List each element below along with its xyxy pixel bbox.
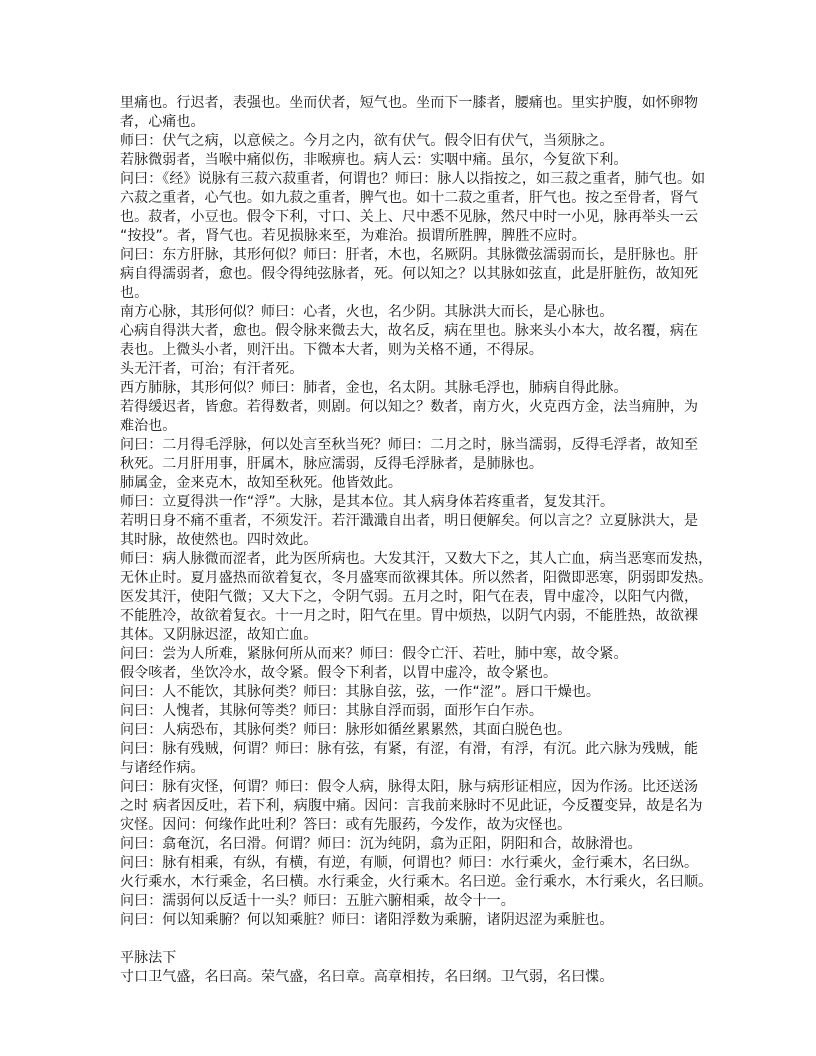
paragraph xyxy=(120,151,704,170)
paragraph xyxy=(120,740,704,778)
paragraph xyxy=(120,854,713,892)
paragraph xyxy=(120,968,704,987)
paragraph xyxy=(120,94,704,132)
text-line: “按投”。者，肾气也。若见损脉来至，为难治。损谓所胜脾，脾胜不应时。 xyxy=(120,228,586,244)
paragraph xyxy=(120,645,704,664)
text-line: 问曰：人愧者，其脉何等类？师曰：其脉自浮而弱，面形乍白乍赤。 xyxy=(120,703,543,719)
paragraph xyxy=(120,778,704,835)
text-line: 头无汗者，可治；有汗者死。 xyxy=(120,361,304,377)
text-line: 医发其汗，使阳气微；又大下之，令阴气弱。五月之时，阳气在表，胃中虚冷，以阳气内微， xyxy=(120,589,699,605)
paragraph xyxy=(120,702,704,721)
text-line: 问曰：尝为人所难，紧脉何所从而来？师曰：假令亡汗、若吐，肺中寒，故令紧。 xyxy=(120,646,628,662)
text-line: 里痛也。行迟者，表强也。坐而伏者，短气也。坐而下一膝者，腰痛也。里实护腹，如怀卵物 xyxy=(120,95,699,111)
text-line: 之时 病者因反吐，若下利，病腹中痛。因问：言我前来脉时不见此证，今反覆变异，故是名为 xyxy=(120,798,703,814)
paragraph xyxy=(120,835,704,854)
section-paragraph-list xyxy=(120,968,704,987)
text-line: 问曰：脉有灾怪，何谓？师曰：假令人病，脉得太阳，脉与病形证相应，因为作汤。比还送汤 xyxy=(120,779,699,795)
document-body xyxy=(120,94,713,987)
text-line: 病自得濡弱者，愈也。假令得纯弦脉者，死。何以知之？以其脉如弦直，此是肝脏伤，故知死 xyxy=(120,266,699,282)
text-line: 问曰：人病恐布，其脉何类？师曰：脉形如循丝累累然，其面白脱色也。 xyxy=(120,722,572,738)
text-line: 西方肺脉，其形何似？师曰：肺者，金也，名太阴。其脉毛浮也，肺病自得此脉。 xyxy=(120,380,628,396)
text-line: 心病自得洪大者，愈也。假令脉来微去大，故名反，病在里也。脉来头小本大，故名覆，病在 xyxy=(120,323,699,339)
text-line: 无休止时。夏月盛热而欲着复衣，冬月盛寒而欲裸其体。所以然者，阳微即恶寒，阴弱即发热。 xyxy=(120,570,713,586)
paragraph xyxy=(120,398,704,436)
text-line: 问曰：二月得毛浮脉，何以处言至秋当死？师曰：二月之时，脉当濡弱，反得毛浮者，故知至 xyxy=(120,437,699,453)
text-line: 灾怪。因问：何缘作此吐利？答曰：或有先服药，今发作，故为灾怪也。 xyxy=(120,817,572,833)
paragraph xyxy=(120,493,704,512)
paragraph xyxy=(120,892,704,911)
text-line: 问曰：何以知乘腑？何以知乘脏？师曰：诸阳浮数为乘腑，诸阴迟涩为乘脏也。 xyxy=(120,912,614,928)
paragraph xyxy=(120,360,704,379)
text-line: 若脉微弱者，当喉中痛似伤，非喉痹也。病人云：实咽中痛。虽尔，今复欲下利。 xyxy=(120,152,628,168)
text-line: 问曰：濡弱何以反适十一头？师曰：五脏六腑相乘，故令十一。 xyxy=(120,893,515,909)
text-line: 表也。上微头小者，则汗出。下微本大者，则为关格不通，不得尿。 xyxy=(120,342,543,358)
text-line: 也。菽者，小豆也。假令下利，寸口、关上、尺中悉不见脉，然尺中时一小见，脉再举头一云 xyxy=(120,209,699,225)
text-line: 问曰：东方肝脉，其形何似？师曰：肝者，木也，名厥阴。其脉微弦濡弱而长，是肝脉也。肝 xyxy=(120,247,699,263)
section-heading: 平脉法下 xyxy=(120,950,177,966)
paragraph xyxy=(120,436,704,474)
text-line: 问曰：《经》说脉有三菽六菽重者，何谓也？师曰：脉人以指按之，如三菽之重者，肺气也。如 xyxy=(120,171,706,187)
paragraph xyxy=(120,303,704,322)
text-line: 其时脉，故使然也。四时效此。 xyxy=(120,532,318,548)
text-line: 南方心脉，其形何似？师曰：心者，火也，名少阴。其脉洪大而长，是心脉也。 xyxy=(120,304,614,320)
paragraph xyxy=(120,721,704,740)
text-line: 问曰：脉有残贼，何谓？师曰：脉有弦，有紧，有涩，有滑，有浮，有沉。此六脉为残贼，能 xyxy=(120,741,699,757)
text-line: 寸口卫气盛，名曰高。荣气盛，名曰章。高章相抟，名曰纲。卫气弱，名曰惵。 xyxy=(120,969,614,985)
text-line: 六菽之重者，心气也。如九菽之重者，脾气也。如十二菽之重者，肝气也。按之至骨者，肾气 xyxy=(120,190,699,206)
text-line: 也。 xyxy=(120,285,149,301)
text-line: 若得缓迟者，皆愈。若得数者，则剧。何以知之？数者，南方火，火克西方金，法当痈肿，为 xyxy=(120,399,699,415)
paragraph xyxy=(120,322,704,360)
text-line: 若明日身不痛不重者，不须发汗。若汗濈濈自出者，明日便解矣。何以言之？立夏脉洪大，是 xyxy=(120,513,699,529)
paragraph xyxy=(120,683,704,702)
text-line: 问曰：人不能饮，其脉何类？师曰：其脉自弦，弦，一作“涩”。唇口干燥也。 xyxy=(120,684,601,700)
paragraph xyxy=(120,246,704,303)
text-line: 问曰：翕奄沉，名曰滑。何谓？师曰：沉为纯阴，翕为正阳，阴阳和合，故脉滑也。 xyxy=(120,836,642,852)
paragraph xyxy=(120,170,704,246)
paragraph xyxy=(120,550,713,645)
paragraph xyxy=(120,132,704,151)
text-line: 者，心痛也。 xyxy=(120,114,205,130)
text-line: 与诸经作病。 xyxy=(120,760,205,776)
text-line: 火行乘水，木行乘金，名曰横。水行乘金，火行乘木。名曰逆。金行乘水，木行乘火，名曰顺。 xyxy=(120,874,713,890)
text-line: 问曰：脉有相乘，有纵，有横，有逆，有顺，何谓也？师曰：水行乘火，金行乘木，名曰纵。 xyxy=(120,855,699,871)
text-line: 其体。又阴脉迟涩，故知亡血。 xyxy=(120,627,318,643)
text-line: 师曰：立夏得洪一作“浮”。大脉，是其本位。其人病身体若疼重者，复发其汗。 xyxy=(120,494,615,510)
paragraph xyxy=(120,512,704,550)
text-line: 师曰：病人脉微而涩者，此为医所病也。大发其汗，又数大下之，其人亡血，病当恶寒而发热， xyxy=(120,551,713,567)
paragraph xyxy=(120,379,704,398)
text-line: 不能胜冷，故欲着复衣。十一月之时，阳气在里。胃中烦热，以阴气内弱，不能胜热，故欲裸 xyxy=(120,608,699,624)
paragraph xyxy=(120,664,704,683)
blank-line xyxy=(120,930,704,949)
text-line: 肺属金，金来克木，故知至秋死。他皆效此。 xyxy=(120,475,402,491)
text-line: 难治也。 xyxy=(120,418,177,434)
paragraph-list xyxy=(120,94,713,930)
paragraph xyxy=(120,911,704,930)
paragraph xyxy=(120,474,704,493)
text-line: 秋死。二月肝用事，肝属木，脉应濡弱，反得毛浮脉者，是肺脉也。 xyxy=(120,456,543,472)
text-line: 假令咳者，坐饮冷水，故令紧。假令下利者，以胃中虚冷，故令紧也。 xyxy=(120,665,558,681)
text-line: 师曰：伏气之病，以意候之。今月之内，欲有伏气。假令旧有伏气，当须脉之。 xyxy=(120,133,614,149)
